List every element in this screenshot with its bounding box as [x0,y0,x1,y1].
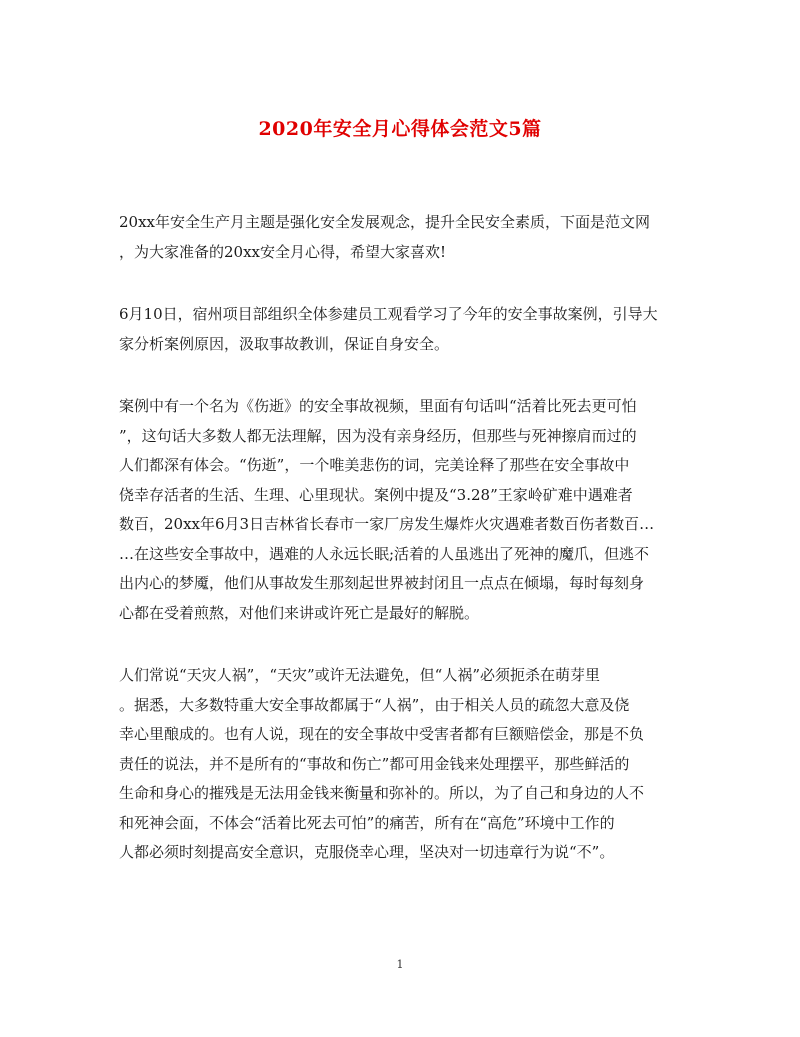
document-body [119,208,685,901]
paragraph-line: 幸心里酿成的。也有人说，现在的安全事故中受害者都有巨额赔偿金，那是不负 [119,725,645,743]
paragraph-line: 侥幸存活者的生活、生理、心里现状。案例中提及“3.28”王家岭矿难中遇难者 [119,485,633,504]
paragraph-line: 人们常说“天灾人祸”，“天灾”或许无法避免，但“人祸”必须扼杀在萌芽里 [119,666,601,684]
page-number: 1 [396,958,404,971]
paragraph-line: 和死神会面，不体会“活着比死去可怕”的痛苦，所有在“高危”环境中工作的 [119,813,615,832]
paragraph-line: 案例中有一个名为《伤逝》的安全事故视频，里面有句话叫“活着比死去更可怕 [119,397,637,415]
paragraph-line: 。据悉，大多数特重大安全事故都属于“人祸”，由于相关人员的疏忽大意及侥 [119,695,630,714]
paragraph-case [119,392,685,628]
paragraph-intro [119,208,685,267]
paragraph-line: ，为大家准备的20xx安全月心得，希望大家喜欢! [119,242,447,261]
document-title: 2020年安全月心得体会范文5篇 [258,118,542,140]
paragraph-line: 人们都深有体会。“伤逝”，一个唯美悲伤的词，完美诠释了那些在安全事故中 [119,456,630,474]
paragraph-conclusion [119,661,685,868]
paragraph-line: 家分析案例原因，汲取事故教训，保证自身安全。 [119,334,450,353]
paragraph-line: 20xx年安全生产月主题是强化安全发展观念，提升全民安全素质，下面是范文网 [119,213,651,231]
paragraph-line: 心都在受着煎熬，对他们来讲或许死亡是最好的解脱。 [119,603,480,622]
paragraph-line: ”，这句话大多数人都无法理解，因为没有亲身经历，但那些与死神擦肩而过的 [119,426,637,445]
paragraph-line: 责任的说法，并不是所有的“事故和伤亡”都可用金钱来处理摆平，那些鲜活的 [119,754,630,773]
paragraph-event [119,300,685,359]
paragraph-line: 生命和身心的摧残是无法用金钱来衡量和弥补的。所以，为了自己和身边的人不 [119,784,645,802]
paragraph-line: 6月10日，宿州项目部组织全体参建员工观看学习了今年的安全事故案例，引导大 [119,305,658,323]
paragraph-line: 出内心的梦魇，他们从事故发生那刻起世界被封闭且一点点在倾塌，每时每刻身 [119,574,645,592]
paragraph-line: 人都必须时刻提高安全意识，克服侥幸心理，坚决对一切违章行为说“不”。 [119,843,615,861]
paragraph-line: …在这些安全事故中，遇难的人永远长眠;活着的人虽逃出了死神的魔爪，但逃不 [119,544,650,563]
paragraph-line: 数百，20xx年6月3日吉林省长春市一家厂房发生爆炸火灾遇难者数百伤者数百… [119,515,655,533]
